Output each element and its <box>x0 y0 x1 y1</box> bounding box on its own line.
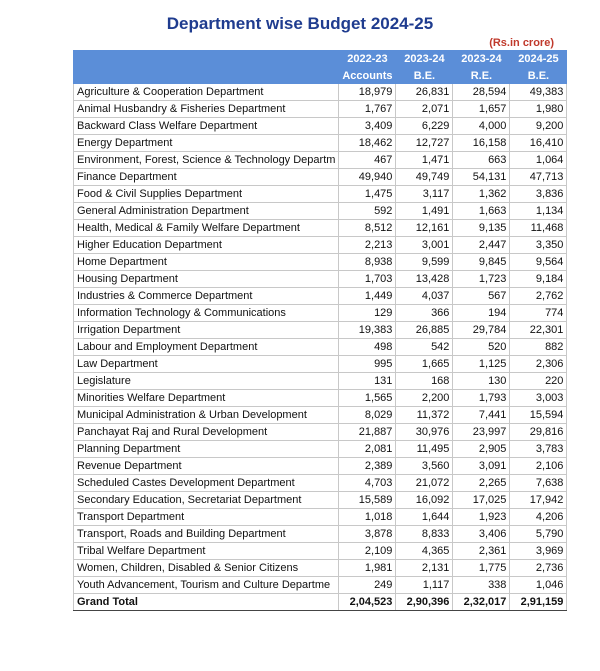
budget-value: 4,037 <box>396 288 453 305</box>
budget-value: 9,135 <box>453 220 510 237</box>
budget-value: 130 <box>453 373 510 390</box>
table-row <box>74 441 567 458</box>
department-name: Municipal Administration & Urban Development <box>74 407 339 424</box>
header-type: B.E. <box>396 68 453 84</box>
budget-value: 1,981 <box>339 560 396 577</box>
budget-value: 3,560 <box>396 458 453 475</box>
grand-total-value: 2,91,159 <box>510 594 567 611</box>
table-row <box>74 118 567 135</box>
budget-value: 9,564 <box>510 254 567 271</box>
budget-value: 168 <box>396 373 453 390</box>
table-row <box>74 356 567 373</box>
budget-value: 49,749 <box>396 169 453 186</box>
header-type: B.E. <box>510 68 567 84</box>
department-name: Planning Department <box>74 441 339 458</box>
budget-value: 1,923 <box>453 509 510 526</box>
table-row <box>74 220 567 237</box>
budget-value: 1,663 <box>453 203 510 220</box>
table-row <box>74 152 567 169</box>
grand-total-value: 2,32,017 <box>453 594 510 611</box>
header-type: R.E. <box>453 68 510 84</box>
budget-value: 18,462 <box>339 135 396 152</box>
budget-value: 15,594 <box>510 407 567 424</box>
budget-value: 4,000 <box>453 118 510 135</box>
budget-value: 30,976 <box>396 424 453 441</box>
budget-value: 3,969 <box>510 543 567 560</box>
budget-value: 5,790 <box>510 526 567 543</box>
budget-value: 21,072 <box>396 475 453 492</box>
department-name: Minorities Welfare Department <box>74 390 339 407</box>
budget-value: 19,383 <box>339 322 396 339</box>
table-row <box>74 424 567 441</box>
budget-value: 249 <box>339 577 396 594</box>
budget-value: 2,389 <box>339 458 396 475</box>
budget-value: 26,885 <box>396 322 453 339</box>
table-body <box>74 84 567 611</box>
department-name: Panchayat Raj and Rural Development <box>74 424 339 441</box>
budget-value: 18,979 <box>339 84 396 101</box>
budget-value: 1,703 <box>339 271 396 288</box>
budget-value: 16,092 <box>396 492 453 509</box>
budget-value: 9,599 <box>396 254 453 271</box>
header-year: 2023-24 <box>396 51 453 68</box>
budget-value: 17,025 <box>453 492 510 509</box>
budget-value: 13,428 <box>396 271 453 288</box>
grand-total-row <box>74 594 567 611</box>
table-row <box>74 339 567 356</box>
budget-value: 2,131 <box>396 560 453 577</box>
budget-value: 1,449 <box>339 288 396 305</box>
budget-value: 17,942 <box>510 492 567 509</box>
table-row <box>74 271 567 288</box>
budget-value: 338 <box>453 577 510 594</box>
budget-value: 3,406 <box>453 526 510 543</box>
budget-value: 2,736 <box>510 560 567 577</box>
budget-value: 7,441 <box>453 407 510 424</box>
budget-value: 131 <box>339 373 396 390</box>
budget-value: 3,091 <box>453 458 510 475</box>
budget-value: 1,125 <box>453 356 510 373</box>
budget-value: 22,301 <box>510 322 567 339</box>
budget-value: 774 <box>510 305 567 322</box>
budget-value: 2,213 <box>339 237 396 254</box>
budget-value: 567 <box>453 288 510 305</box>
department-name: Information Technology & Communications <box>74 305 339 322</box>
budget-value: 1,980 <box>510 101 567 118</box>
budget-value: 3,409 <box>339 118 396 135</box>
table-row <box>74 203 567 220</box>
budget-value: 16,158 <box>453 135 510 152</box>
department-name: Energy Department <box>74 135 339 152</box>
budget-value: 3,001 <box>396 237 453 254</box>
table-row <box>74 305 567 322</box>
table-row <box>74 288 567 305</box>
budget-value: 1,644 <box>396 509 453 526</box>
budget-value: 129 <box>339 305 396 322</box>
table-row <box>74 84 567 101</box>
table-row <box>74 509 567 526</box>
budget-value: 2,762 <box>510 288 567 305</box>
department-name: Animal Husbandry & Fisheries Department <box>74 101 339 118</box>
budget-value: 663 <box>453 152 510 169</box>
budget-value: 16,410 <box>510 135 567 152</box>
department-name: Irrigation Department <box>74 322 339 339</box>
department-name: Scheduled Castes Development Department <box>74 475 339 492</box>
budget-value: 3,003 <box>510 390 567 407</box>
budget-value: 1,793 <box>453 390 510 407</box>
department-name: Women, Children, Disabled & Senior Citizens <box>74 560 339 577</box>
budget-value: 520 <box>453 339 510 356</box>
table-row <box>74 543 567 560</box>
budget-value: 1,117 <box>396 577 453 594</box>
budget-value: 2,447 <box>453 237 510 254</box>
budget-value: 3,836 <box>510 186 567 203</box>
department-name: Housing Department <box>74 271 339 288</box>
department-name: Higher Education Department <box>74 237 339 254</box>
budget-value: 882 <box>510 339 567 356</box>
budget-value: 49,940 <box>339 169 396 186</box>
department-name: Revenue Department <box>74 458 339 475</box>
budget-value: 9,184 <box>510 271 567 288</box>
header-type: Accounts <box>339 68 396 84</box>
budget-value: 995 <box>339 356 396 373</box>
budget-value: 11,495 <box>396 441 453 458</box>
budget-value: 366 <box>396 305 453 322</box>
table-row <box>74 373 567 390</box>
budget-value: 542 <box>396 339 453 356</box>
budget-value: 1,775 <box>453 560 510 577</box>
table-row <box>74 526 567 543</box>
table-row <box>74 254 567 271</box>
budget-value: 2,200 <box>396 390 453 407</box>
budget-value: 1,657 <box>453 101 510 118</box>
budget-value: 29,816 <box>510 424 567 441</box>
budget-value: 49,383 <box>510 84 567 101</box>
budget-value: 8,512 <box>339 220 396 237</box>
budget-value: 467 <box>339 152 396 169</box>
budget-value: 498 <box>339 339 396 356</box>
budget-value: 28,594 <box>453 84 510 101</box>
table-row <box>74 458 567 475</box>
budget-value: 1,565 <box>339 390 396 407</box>
department-name: Labour and Employment Department <box>74 339 339 356</box>
department-name: Law Department <box>74 356 339 373</box>
budget-value: 8,938 <box>339 254 396 271</box>
department-name: Environment, Forest, Science & Technology Departm <box>74 152 339 169</box>
budget-value: 1,018 <box>339 509 396 526</box>
table-row <box>74 237 567 254</box>
budget-value: 4,365 <box>396 543 453 560</box>
department-name: General Administration Department <box>74 203 339 220</box>
table-row <box>74 492 567 509</box>
header-year: 2022-23 <box>339 51 396 68</box>
table-row <box>74 169 567 186</box>
table-row <box>74 135 567 152</box>
budget-value: 29,784 <box>453 322 510 339</box>
budget-value: 2,361 <box>453 543 510 560</box>
grand-total-value: 2,90,396 <box>396 594 453 611</box>
budget-table <box>73 50 567 611</box>
table-row <box>74 475 567 492</box>
budget-value: 54,131 <box>453 169 510 186</box>
budget-value: 3,350 <box>510 237 567 254</box>
table-row <box>74 577 567 594</box>
budget-value: 2,109 <box>339 543 396 560</box>
budget-value: 194 <box>453 305 510 322</box>
budget-value: 1,491 <box>396 203 453 220</box>
budget-value: 2,265 <box>453 475 510 492</box>
department-name: Transport, Roads and Building Department <box>74 526 339 543</box>
budget-value: 1,064 <box>510 152 567 169</box>
budget-value: 2,071 <box>396 101 453 118</box>
department-name: Backward Class Welfare Department <box>74 118 339 135</box>
budget-value: 220 <box>510 373 567 390</box>
budget-value: 47,713 <box>510 169 567 186</box>
budget-value: 11,468 <box>510 220 567 237</box>
department-name: Transport Department <box>74 509 339 526</box>
table-row <box>74 390 567 407</box>
table-row <box>74 322 567 339</box>
table-row <box>74 407 567 424</box>
budget-value: 2,905 <box>453 441 510 458</box>
department-name: Health, Medical & Family Welfare Department <box>74 220 339 237</box>
budget-value: 12,727 <box>396 135 453 152</box>
department-name: Agriculture & Cooperation Department <box>74 84 339 101</box>
budget-value: 1,362 <box>453 186 510 203</box>
budget-value: 4,206 <box>510 509 567 526</box>
department-name: Industries & Commerce Department <box>74 288 339 305</box>
budget-value: 592 <box>339 203 396 220</box>
budget-value: 23,997 <box>453 424 510 441</box>
page-title: Department wise Budget 2024-25 <box>166 14 434 33</box>
budget-value: 2,306 <box>510 356 567 373</box>
budget-value: 1,046 <box>510 577 567 594</box>
header-year: 2023-24 <box>453 51 510 68</box>
budget-value: 1,475 <box>339 186 396 203</box>
table-row <box>74 560 567 577</box>
header-year: 2024-25 <box>510 51 567 68</box>
budget-value: 4,703 <box>339 475 396 492</box>
budget-value: 3,117 <box>396 186 453 203</box>
unit-note: (Rs.in crore) <box>489 37 554 49</box>
department-name: Youth Advancement, Tourism and Culture Departme <box>74 577 339 594</box>
budget-value: 6,229 <box>396 118 453 135</box>
budget-value: 3,878 <box>339 526 396 543</box>
budget-value: 8,833 <box>396 526 453 543</box>
budget-value: 1,471 <box>396 152 453 169</box>
header-row-years <box>74 51 567 68</box>
department-name: Finance Department <box>74 169 339 186</box>
grand-total-value: 2,04,523 <box>339 594 396 611</box>
budget-value: 26,831 <box>396 84 453 101</box>
budget-value: 3,783 <box>510 441 567 458</box>
department-name: Secondary Education, Secretariat Department <box>74 492 339 509</box>
grand-total-label: Grand Total <box>74 594 339 611</box>
department-name: Legislature <box>74 373 339 390</box>
budget-value: 7,638 <box>510 475 567 492</box>
budget-value: 2,081 <box>339 441 396 458</box>
budget-value: 15,589 <box>339 492 396 509</box>
budget-value: 9,845 <box>453 254 510 271</box>
budget-value: 1,665 <box>396 356 453 373</box>
budget-value: 9,200 <box>510 118 567 135</box>
budget-value: 1,723 <box>453 271 510 288</box>
budget-value: 11,372 <box>396 407 453 424</box>
department-name: Food & Civil Supplies Department <box>74 186 339 203</box>
budget-value: 21,887 <box>339 424 396 441</box>
department-name: Tribal Welfare Department <box>74 543 339 560</box>
table-row <box>74 101 567 118</box>
budget-value: 8,029 <box>339 407 396 424</box>
budget-value: 1,134 <box>510 203 567 220</box>
department-name: Home Department <box>74 254 339 271</box>
budget-value: 12,161 <box>396 220 453 237</box>
header-department <box>74 51 339 84</box>
budget-value: 2,106 <box>510 458 567 475</box>
table-row <box>74 186 567 203</box>
budget-value: 1,767 <box>339 101 396 118</box>
